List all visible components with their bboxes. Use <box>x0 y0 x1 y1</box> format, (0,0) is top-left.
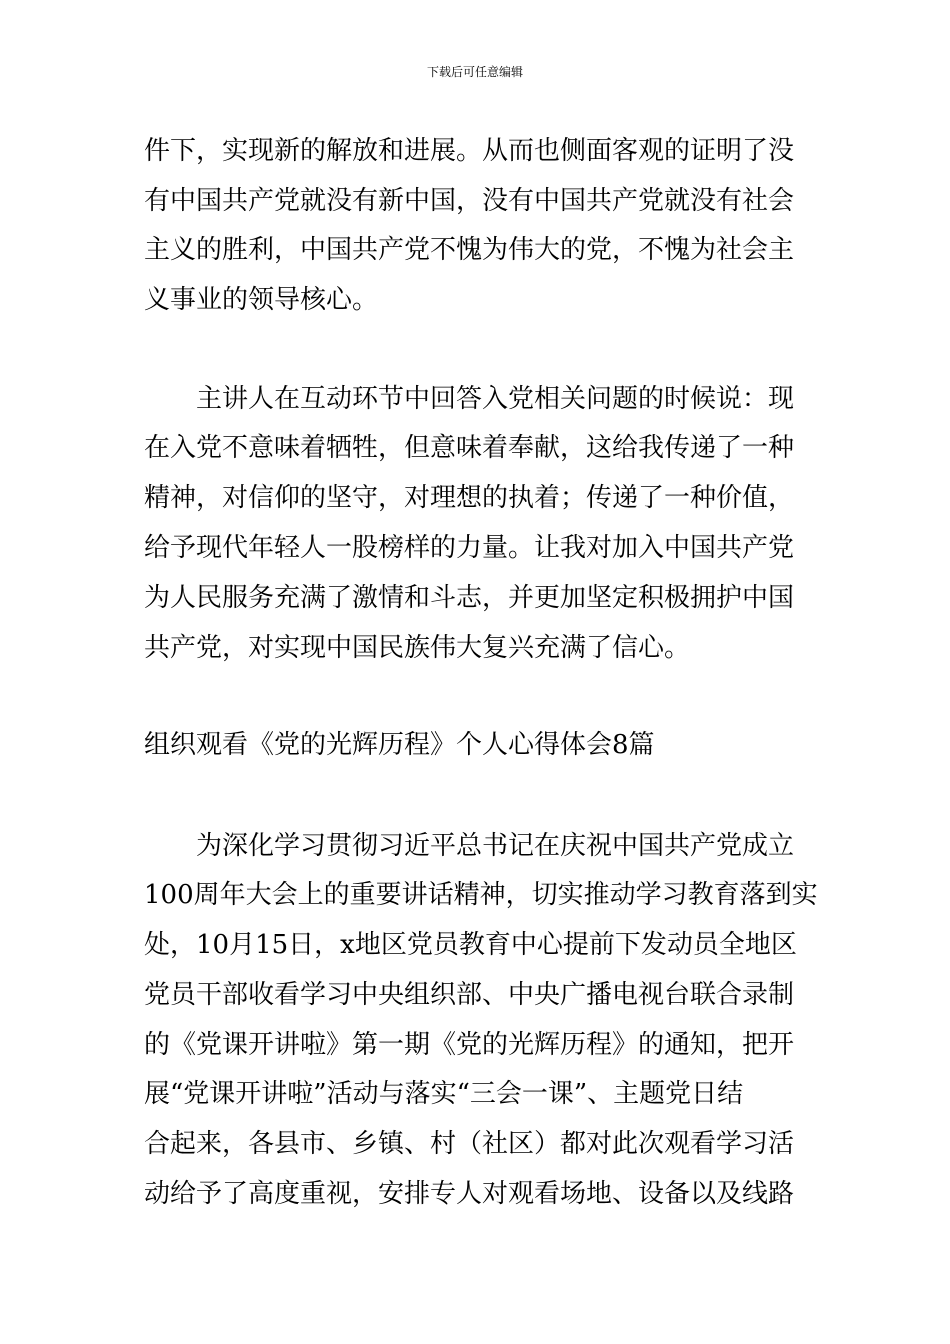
paragraph-2-line-4: 给予现代年轻人一股榜样的力量。让我对加入中国共产党 <box>144 533 795 563</box>
paragraph-3-line-4: 党员干部收看学习中央组织部、中央广播电视台联合录制 <box>144 980 795 1010</box>
paragraph-3-line-5: 的《党课开讲啦》第一期《党的光辉历程》的通知，把开 <box>144 1030 795 1060</box>
paragraph-3-line-7: 合起来，各县市、乡镇、村（社区）都对此次观看学习活 <box>144 1129 795 1159</box>
paragraph-3-line-3: 处，10月15日，x地区党员教育中心提前下发动员全地区 <box>144 930 797 960</box>
paragraph-3-line-1: 为深化学习贯彻习近平总书记在庆祝中国共产党成立 <box>196 831 795 861</box>
paragraph-2-line-2: 在入党不意味着牺牲，但意味着奉献，这给我传递了一种 <box>144 433 795 463</box>
paragraph-2-line-5: 为人民服务充满了激情和斗志，并更加坚定积极拥护中国 <box>144 583 795 613</box>
paragraph-2-line-6: 共产党，对实现中国民族伟大复兴充满了信心。 <box>144 633 691 663</box>
paragraph-1-line-3: 主义的胜利，中国共产党不愧为伟大的党，不愧为社会主 <box>144 235 795 265</box>
paragraph-1-line-4: 义事业的领导核心。 <box>144 285 379 315</box>
paragraph-2-line-1: 主讲人在互动环节中回答入党相关问题的时候说：现 <box>196 384 795 414</box>
paragraph-3-line-6: 展“党课开讲啦”活动与落实“三会一课”、主题党日结 <box>144 1079 744 1109</box>
paragraph-1-line-2: 有中国共产党就没有新中国，没有中国共产党就没有社会 <box>144 186 795 216</box>
paragraph-1-line-1: 件下，实现新的解放和进展。从而也侧面客观的证明了没 <box>144 136 795 166</box>
page-header-note: 下载后可任意编辑 <box>426 65 523 79</box>
paragraph-3-line-2: 100周年大会上的重要讲话精神，切实推动学习教育落到实 <box>144 880 818 910</box>
section-title: 组织观看《党的光辉历程》个人心得体会8篇 <box>144 730 655 760</box>
paragraph-3-line-8: 动给予了高度重视，安排专人对观看场地、设备以及线路 <box>144 1179 795 1209</box>
paragraph-2-line-3: 精神，对信仰的坚守，对理想的执着；传递了一种价值， <box>144 483 795 513</box>
